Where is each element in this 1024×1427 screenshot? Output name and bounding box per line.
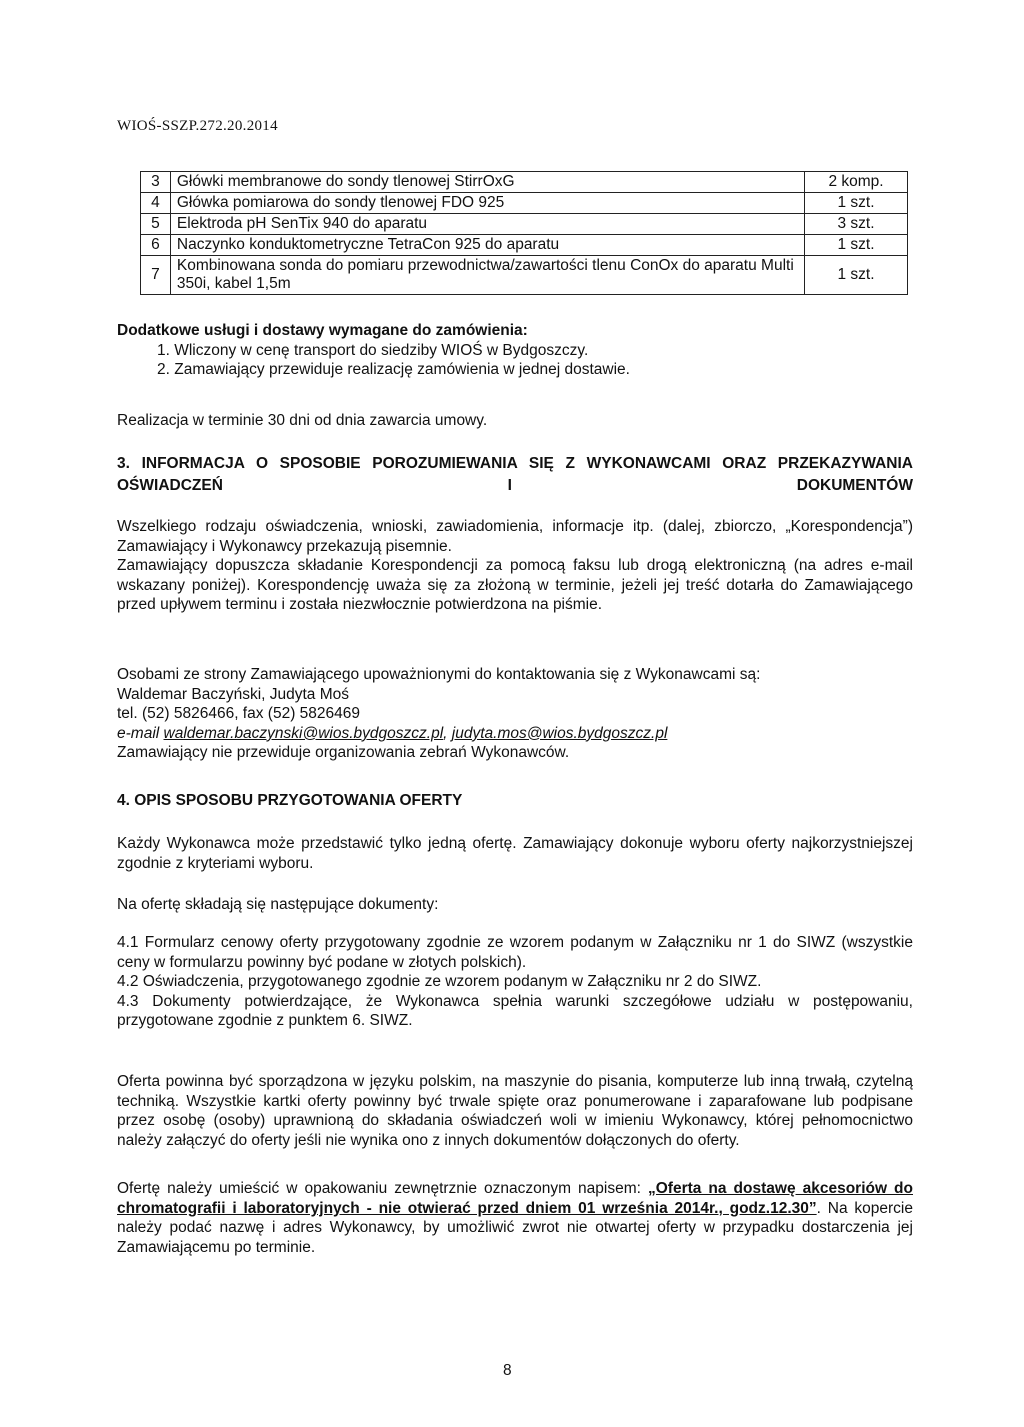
section-4-heading: 4. OPIS SPOSOBU PRZYGOTOWANIA OFERTY [117, 792, 463, 809]
row-item-name: Elektroda pH SenTix 940 do aparatu [170, 214, 804, 235]
contacts-block [117, 665, 913, 763]
contacts-phone: tel. (52) 5826466, fax (52) 5826469 [117, 705, 361, 723]
correspondence-paragraph: Wszelkiego rodzaju oświadczenia, wnioski, zawiadomienia, informacje itp. (dalej, zbiorczo, „Korespondencja”) Zamawiający i Wykonawcy przekazują pisemnie. [117, 518, 913, 555]
contacts-intro: Osobami ze strony Zamawiającego upoważnionymi do kontaktowania się z Wykonawcami są: [117, 666, 761, 683]
row-number: 3 [141, 172, 171, 193]
additional-services [117, 321, 913, 380]
additional-heading: Dodatkowe usługi i dostawy wymagane do zamówienia: [117, 322, 528, 339]
section-3-body [117, 517, 913, 615]
contacts-names: Waldemar Baczyński, Judyta Moś [117, 685, 350, 703]
contacts-email [117, 724, 913, 744]
row-quantity: 2 komp. [805, 172, 908, 193]
items-table [140, 171, 908, 295]
documents-intro: Na ofertę składają się następujące dokumenty: [117, 896, 439, 913]
realization-term: Realizacja w terminie 30 dni od dnia zawarcia umowy. [117, 412, 488, 429]
row-number: 7 [141, 256, 171, 295]
offer-language-paragraph: Oferta powinna być sporządzona w języku polskim, na maszynie do pisania, komputerze lub inną trwałą, czytelną techniką. Wszystkie kartki oferty powinny być trwale spięte oraz ponumerowane i zaparafowane lub podpisane przez osobę (osoby) uprawnioną do składania oświadczeń woli w imieniu Wykonawcy, której pełnomocnictwo należy załączyć do oferty jeśli nie wynika ono z innych dokumentów dołączonych do oferty. [117, 1073, 913, 1149]
document-4-3: 4.3 Dokumenty potwierdzające, że Wykonawca spełnia warunki szczegółowe udziału w postępowaniu, przygotowane zgodnie z punktem 6. SIWZ. [117, 992, 913, 1030]
section-4-intro: Każdy Wykonawca może przedstawić tylko jedną ofertę. Zamawiający dokonuje wyboru oferty najkorzystniejszej zgodnie z kryteriami wyboru. [117, 835, 913, 872]
row-number: 4 [141, 193, 171, 214]
document-4-2: 4.2 Oświadczenia, przygotowanego zgodnie ze wzorem podanym w Załączniku nr 2 do SIWZ. [117, 973, 762, 991]
table-row [141, 214, 908, 235]
email-link-baczynski[interactable]: waldemar.baczynski@wios.bydgoszcz.pl [163, 724, 444, 742]
table-row [141, 193, 908, 214]
table-row [141, 235, 908, 256]
section-3-heading: 3. INFORMACJA O SPOSOBIE POROZUMIEWANIA SIĘ Z WYKONAWCAMI ORAZ PRZEKAZYWANIA OŚWIADCZEŃ I DOKUMENTÓW [117, 455, 913, 494]
row-number: 6 [141, 235, 171, 256]
row-item-name: Naczynko konduktometryczne TetraCon 925 do aparatu [170, 235, 804, 256]
document-reference: WIOŚ-SSZP.272.20.2014 [117, 118, 278, 134]
page-number: 8 [503, 1362, 512, 1379]
row-quantity: 3 szt. [805, 214, 908, 235]
row-item-name: Główki membranowe do sondy tlenowej StirrOxG [170, 172, 804, 193]
row-number: 5 [141, 214, 171, 235]
table-row [141, 172, 908, 193]
additional-item-1: 1. Wliczony w cenę transport do siedziby WIOŚ w Bydgoszczy. [157, 341, 589, 359]
additional-item-2: 2. Zamawiający przewiduje realizację zamówienia w jednej dostawie. [157, 361, 630, 379]
row-quantity: 1 szt. [805, 193, 908, 214]
row-quantity: 1 szt. [805, 256, 908, 295]
email-label: e-mail [117, 724, 160, 742]
offer-packaging-paragraph [117, 1179, 913, 1257]
email-link-mos[interactable]: judyta.mos@wios.bydgoszcz.pl [451, 724, 668, 742]
documents-list [117, 933, 913, 1031]
packaging-label: „Oferta na dostawę akcesoriów do chromatografii i laboratoryjnych - nie otwierać przed dniem 01 września 2014r., godz.12.30” [117, 1180, 913, 1217]
row-item-name: Główka pomiarowa do sondy tlenowej FDO 925 [170, 193, 804, 214]
row-quantity: 1 szt. [805, 235, 908, 256]
table-row [141, 256, 908, 295]
email-separator: , [443, 724, 448, 742]
no-meeting-note: Zamawiający nie przewiduje organizowania zebrań Wykonawców. [117, 744, 570, 762]
row-item-name: Kombinowana sonda do pomiaru przewodnictwa/zawartości tlenu ConOx do aparatu Multi 350i, kabel 1,5m [170, 256, 804, 295]
document-4-1: 4.1 Formularz cenowy oferty przygotowany zgodnie ze wzorem podanym w Załączniku nr 1 do SIWZ (wszystkie ceny w formularzu powinny być podane w złotych polskich). [117, 934, 913, 971]
packaging-end: . Na kopercie należy podać nazwę i adres Wykonawcy, by umożliwić zwrot nie otwartej oferty w przypadku dostarczenia jej Zamawiającemu po terminie. [117, 1199, 913, 1256]
packaging-intro: Ofertę należy umieścić w opakowaniu zewnętrznie oznaczonym napisem: [117, 1180, 648, 1197]
electronic-paragraph: Zamawiający dopuszcza składanie Korespondencji za pomocą faksu lub drogą elektroniczną (na adres e-mail wskazany poniżej). Korespondencję uważa się za złożoną w terminie, jeżeli jej treść dotarła do Zamawiającego przed upływem terminu i została niezwłocznie potwierdzona na piśmie. [117, 557, 913, 614]
